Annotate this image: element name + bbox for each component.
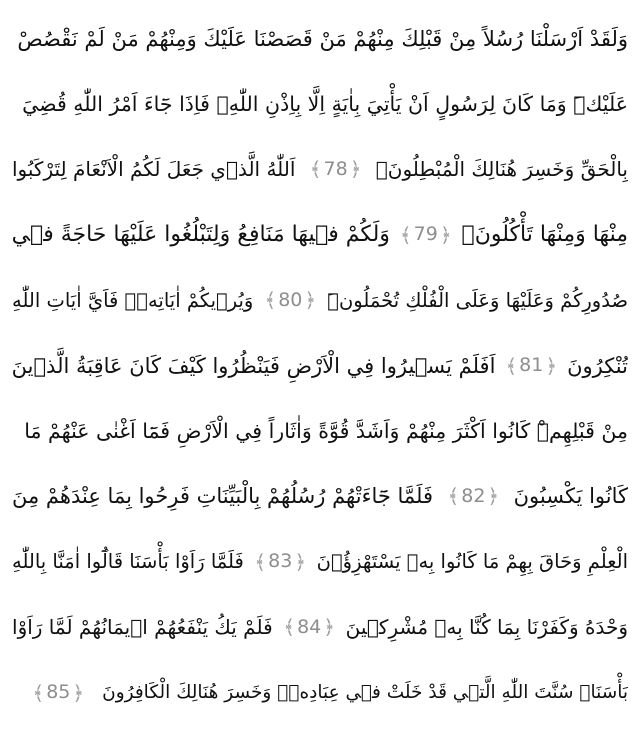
- ornament-open-icon: ﴾: [447, 484, 460, 509]
- text-line-7: [12, 398, 628, 463]
- verse-text: فَلَمْ يَكُ يَنْفَعُهُمْ ا۪يمَانُهُمْ لَمَّا رَاَوْا: [12, 615, 273, 640]
- ornament-close-icon: ﴿: [487, 484, 500, 509]
- ayah-number-marker: [499, 351, 563, 381]
- text-line-5: [12, 268, 628, 333]
- ayah-number: 83: [268, 550, 293, 573]
- ornament-close-icon: ﴿: [439, 222, 452, 247]
- ayah-number: 84: [297, 615, 322, 638]
- text-line-10: [12, 595, 628, 660]
- ornament-close-icon: ﴿: [304, 288, 317, 313]
- ayah-number-marker: [248, 547, 312, 577]
- ayah-number: 79: [413, 223, 438, 246]
- verse-text: كَانُوا يَكْسِبُونَ: [513, 484, 628, 509]
- text-line-8: [12, 464, 628, 529]
- verse-text: وَلَقَدْ اَرْسَلْنَا رُسُلاً مِنْ قَبْلِكَ مِنْهُمْ مَنْ قَصَصْنَا عَلَيْكَ وَمِنْهُمْ مَنْ لَمْ نَقْصُصْ: [17, 26, 628, 51]
- ayah-number: 80: [278, 288, 303, 311]
- text-line-6: [12, 333, 628, 398]
- text-line-1: [12, 6, 628, 71]
- ayah-number-marker: [258, 285, 322, 315]
- verse-text: صُدُورِكُمْ وَعَلَيْهَا وَعَلَى الْفُلْكِ تُحْمَلُونَۜ: [327, 288, 628, 312]
- ayah-number: 82: [461, 484, 486, 507]
- verse-text: اَللّٰهُ الَّذ۪ي جَعَلَ لَكُمُ الْاَنْعَامَ لِتَرْكَبُوا: [12, 157, 296, 182]
- ornament-close-icon: ﴿: [349, 157, 362, 182]
- verse-text: الْعِلْمِ وَحَاقَ بِهِمْ مَا كَانُوا بِه۪ يَسْتَهْزِؤُ۫نَ: [316, 550, 628, 574]
- ornament-open-icon: ﴾: [309, 157, 322, 182]
- verse-text: فَلَمَّا جَٓاءَتْهُمْ رُسُلُهُمْ بِالْبَيِّنَاتِ فَرِحُوا بِمَا عِنْدَهُمْ مِنَ: [12, 484, 434, 509]
- ayah-number-marker: [304, 154, 368, 184]
- text-line-3: [12, 137, 628, 202]
- ornament-close-icon: ﴿: [323, 615, 335, 640]
- ornament-open-icon: ﴾: [264, 288, 277, 313]
- ornament-close-icon: ﴿: [294, 549, 307, 574]
- verse-text: وَحْدَهُ وَكَفَرْنَا بِمَا كُنَّا بِه۪ مُشْرِك۪ينَ: [345, 615, 628, 640]
- ayah-number: 85: [46, 681, 71, 704]
- ornament-close-icon: ﴿: [72, 680, 85, 705]
- verse-text: تُنْكِرُونَ: [567, 353, 628, 378]
- ayah-number-marker: [442, 481, 506, 511]
- ornament-open-icon: ﴾: [505, 353, 518, 378]
- verse-text: بِالْحَقِّ وَخَسِرَ هُنَالِكَ الْمُبْطِلُونَ۟: [375, 157, 628, 182]
- ayah-number-marker: [394, 220, 458, 250]
- ornament-open-icon: ﴾: [283, 615, 296, 640]
- verse-text: مِنْ قَبْلِهِمْۜ كَانُوا اَكْثَرَ مِنْهُمْ وَاَشَدَّ قُوَّةً وَاٰثَاراً فِي الْاَرْضِ فَمَٓا اَغْنٰى عَنْهُمْ مَا: [24, 419, 628, 444]
- verse-text: بَأْسَنَاۜ سُنَّتَ اللّٰهِ الَّت۪ي قَدْ خَلَتْ ف۪ي عِبَادِه۪ۚ وَخَسِرَ هُنَالِكَ الْكَافِرُونَ: [102, 682, 628, 704]
- ornament-open-icon: ﴾: [254, 549, 267, 574]
- text-line-11: [12, 660, 628, 725]
- ayah-number: 78: [323, 157, 348, 180]
- text-line-9: [12, 529, 628, 594]
- ayah-number: 81: [519, 354, 544, 377]
- text-line-2: [12, 71, 628, 136]
- verse-text: وَيُر۪يكُمْ اٰيَاتِه۪ۗ فَاَيَّ اٰيَاتِ اللّٰهِ: [12, 288, 254, 312]
- ornament-open-icon: ﴾: [32, 680, 45, 705]
- ayah-number-marker: [277, 612, 341, 642]
- verse-text: اَفَلَمْ يَس۪يرُوا فِي الْاَرْضِ فَيَنْظُرُوا كَيْفَ كَانَ عَاقِبَةُ الَّذ۪ينَ: [12, 353, 496, 378]
- ayah-number-marker: [26, 678, 90, 708]
- verse-text: عَلَيْكَۜ وَمَا كَانَ لِرَسُولٍ اَنْ يَأْتِيَ بِاٰيَةٍ اِلَّا بِاِذْنِ اللّٰهِۚ فَاِذَا جَٓاءَ اَمْرُ اللّٰهِ قُضِيَ: [22, 92, 628, 117]
- ornament-close-icon: ﴿: [545, 353, 558, 378]
- ornament-open-icon: ﴾: [399, 222, 412, 247]
- verse-text: وَلَكُمْ ف۪يهَا مَنَافِعُ وَلِتَبْلُغُوا عَلَيْهَا حَاجَةً ف۪ي: [12, 222, 390, 248]
- verse-text: مِنْهَا وَمِنْهَا تَأْكُلُونَۚ: [461, 222, 628, 248]
- verse-text: فَلَمَّا رَاَوْا بَأْسَنَا قَالُٓوا اٰمَنَّا بِاللّٰهِ: [12, 550, 244, 574]
- text-line-4: [12, 202, 628, 267]
